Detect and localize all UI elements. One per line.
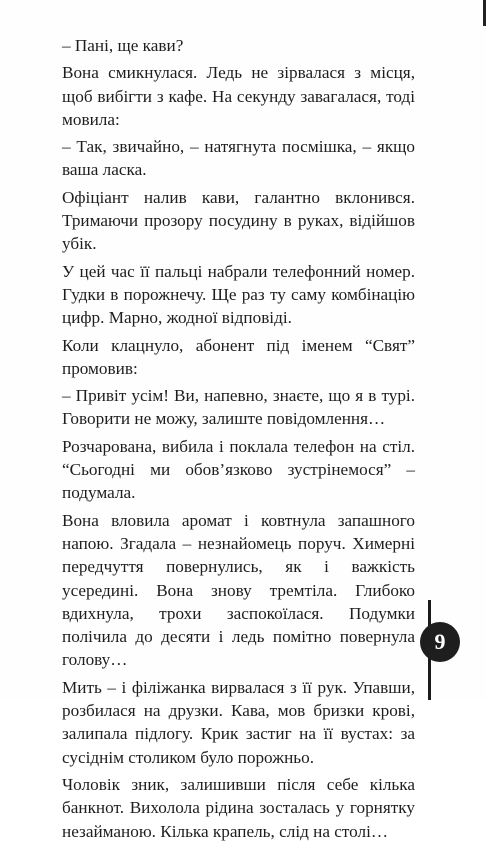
paragraph: У цей час її пальці набрали телефонний номер. Гудки в порожнечу. Ще раз ту саму комбінацію цифр. Марно, жодної відповіді. bbox=[62, 261, 415, 328]
paragraph: Коли клацнуло, абонент під іменем “Свят” промовив: bbox=[62, 335, 415, 378]
paragraph: Розчарована, вибила і поклала телефон на стіл. “Сьогодні ми обов’язково зустрінемося” – подумала. bbox=[62, 436, 415, 503]
page-number-badge bbox=[420, 622, 460, 662]
paragraph: Чоловік зник, залишивши після себе кілька банкнот. Вихолола рідина зосталась у горнятку незайманою. Кілька крапель, слід на столі… bbox=[62, 774, 415, 841]
body-text bbox=[62, 34, 415, 843]
paragraph: – Пані, ще кави? bbox=[62, 36, 184, 55]
paragraph: – Так, звичайно, – натягнута посмішка, – якщо ваша ласка. bbox=[62, 137, 415, 180]
paragraph: Вона смикнулася. Ледь не зірвалася з місця, щоб вибігти з кафе. На секунду завагалася, тоді мовила: bbox=[62, 63, 415, 129]
paragraph: Офіціант налив кави, галантно вклонився. Тримаючи прозору посудину в руках, відійшов убік. bbox=[62, 187, 415, 254]
paragraph: Вона вловила аромат і ковтнула запашного напою. Згадала – незнайомець поруч. Химерні передчуття повернулись, як і важкість усередині. Вона знову тремтіла. Глибоко вдихнула, трохи заспокоїлася. Подумки полічила до десяти і ледь помітно повернула голову… bbox=[62, 510, 415, 670]
page-number: 9 bbox=[434, 629, 446, 654]
paragraph: – Привіт усім! Ви, напевно, знаєте, що я в турі. Говорити не можу, залиште повідомлення… bbox=[62, 386, 415, 429]
paragraph: Мить – і філіжанка вирвалася з її рук. Упавши, розбилася на друзки. Кава, мов бризки крові, залипала підлогу. Крик застиг на її вустах: за сусіднім столиком було порожньо. bbox=[62, 677, 415, 767]
